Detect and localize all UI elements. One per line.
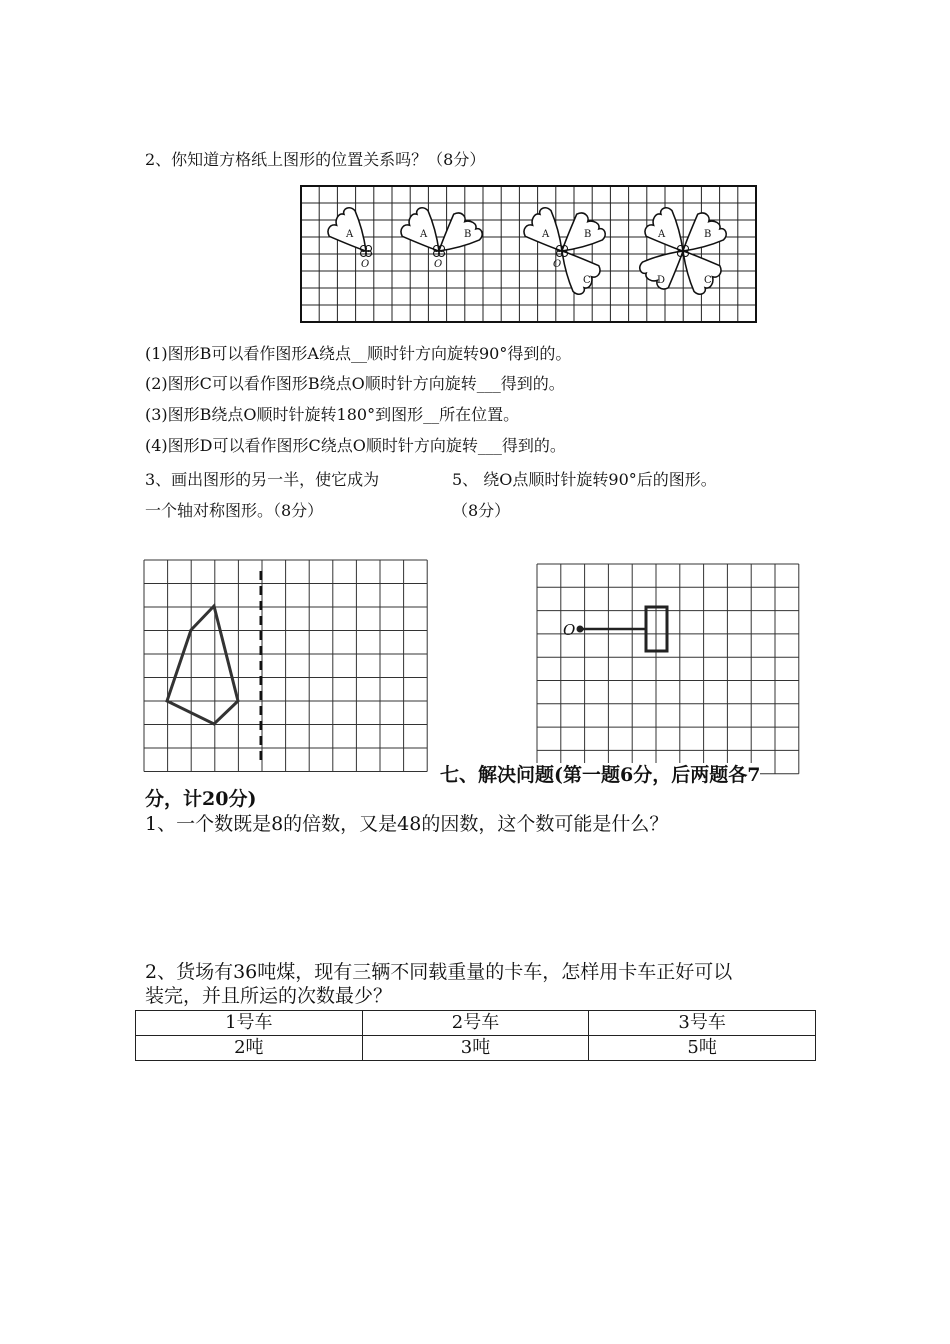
label-o3: O bbox=[553, 259, 562, 270]
q3-line-1: 3、画出图形的另一半，使它成为 bbox=[145, 470, 380, 489]
table-cell: 3号车 bbox=[589, 1011, 816, 1036]
table-row bbox=[136, 1036, 816, 1061]
table-cell: 5吨 bbox=[589, 1036, 816, 1061]
label-a3: A bbox=[542, 229, 550, 240]
label-a1: A bbox=[346, 229, 354, 240]
table-cell: 2吨 bbox=[136, 1036, 363, 1061]
rotation-grid-figure bbox=[300, 185, 758, 325]
label-o1: O bbox=[361, 259, 370, 270]
label-a2: A bbox=[420, 229, 428, 240]
q2-item-4: (4)图形D可以看作图形C绕点O顺时针方向旋转___得到的。 bbox=[145, 436, 566, 455]
symmetry-grid-lines bbox=[144, 560, 427, 772]
symmetry-grid-figure bbox=[143, 559, 428, 773]
label-b2: B bbox=[464, 229, 472, 240]
label-d4: D bbox=[657, 275, 666, 286]
q2-item-3: (3)图形B绕点O顺时针旋转180°到图形__所在位置。 bbox=[145, 405, 520, 424]
half-shape bbox=[167, 606, 238, 724]
problem-2-line-1: 2、货场有36吨煤，现有三辆不同载重量的卡车，怎样用卡车正好可以 bbox=[145, 961, 733, 983]
table-cell: 1号车 bbox=[136, 1011, 363, 1036]
section7-heading-part1: 七、解决问题(第一题6分，后两题各7 bbox=[440, 764, 761, 786]
label-c3: C bbox=[583, 275, 591, 286]
problem-1: 1、一个数既是8的倍数，又是48的因数，这个数可能是什么？ bbox=[145, 813, 669, 835]
q2-title: 2、你知道方格纸上图形的位置关系吗？（8分） bbox=[145, 150, 486, 169]
rotate-grid-lines bbox=[537, 564, 799, 774]
label-b3: B bbox=[584, 229, 592, 240]
problem-2-line-2: 装完，并且所运的次数最少？ bbox=[145, 985, 393, 1007]
q5-line-1: 5、 绕O点顺时针旋转90°后的图形。 bbox=[452, 470, 717, 489]
rotate-center-point bbox=[577, 626, 584, 633]
q3-line-2: 一个轴对称图形。（8分） bbox=[145, 501, 324, 520]
q5-line-2: （8分） bbox=[452, 501, 511, 520]
label-a4: A bbox=[658, 229, 666, 240]
label-o2: O bbox=[434, 259, 443, 270]
table-cell: 2号车 bbox=[362, 1011, 589, 1036]
label-b4: B bbox=[704, 229, 712, 240]
rotate-center-label: O bbox=[563, 621, 576, 639]
section7-heading-part2: 分，计20分) bbox=[145, 788, 257, 810]
table-row bbox=[136, 1011, 816, 1036]
truck-table bbox=[135, 1010, 816, 1061]
q2-item-1: (1)图形B可以看作图形A绕点__顺时针方向旋转90°得到的。 bbox=[145, 344, 572, 363]
label-c4: C bbox=[704, 275, 712, 286]
rotate-grid-figure bbox=[536, 563, 800, 775]
table-cell: 3吨 bbox=[362, 1036, 589, 1061]
q2-item-2: (2)图形C可以看作图形B绕点O顺时针方向旋转___得到的。 bbox=[145, 374, 565, 393]
